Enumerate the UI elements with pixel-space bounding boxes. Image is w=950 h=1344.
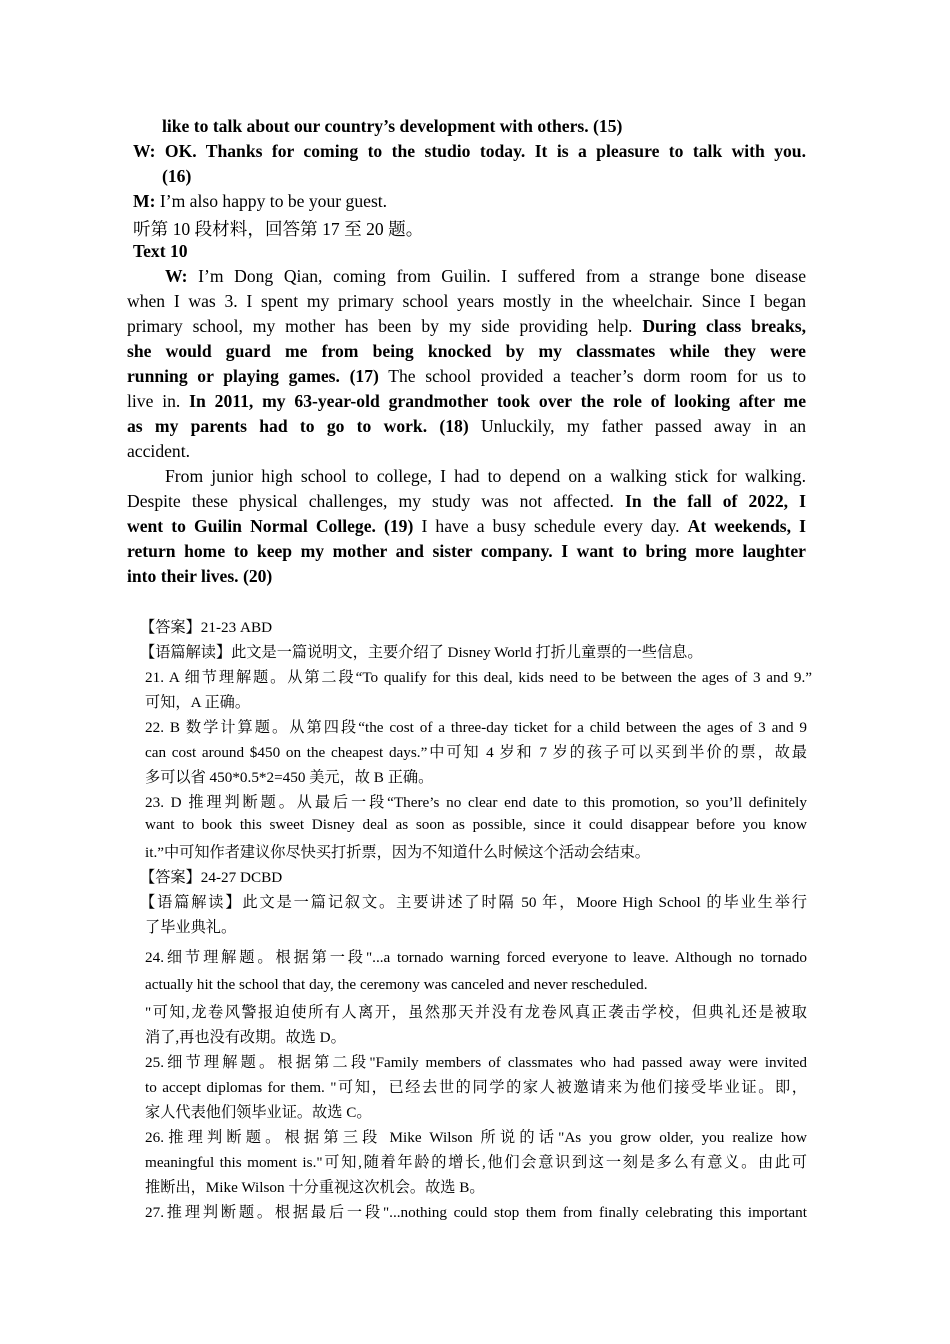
answer-line [145,1101,445,1122]
bold-text: At weekends, I [687,516,806,536]
bold-text: Text 10 [133,241,188,261]
answer-line [140,891,807,912]
answer-text: 【答案】24-27 DCBD [140,869,283,886]
answer-line [140,616,440,637]
script-line [127,416,806,437]
answer-line [145,1201,807,1222]
plain-text: live in. [127,391,190,411]
plain-text: primary school, my mother has been by my side providing help. [127,316,643,336]
answer-line [145,1151,807,1172]
answer-text: "可知,龙卷风警报迫使所有人离开，虽然那天并没有龙卷风真正袭击学校，但典礼还是被取 [145,1004,807,1021]
answer-line [145,791,807,812]
section-heading [133,241,333,262]
answer-text: 【语篇解读】此文是一篇说明文，主要介绍了 Disney World 打折儿童票的一些信息。 [140,644,703,661]
answer-line [145,1126,807,1147]
answer-line [145,1176,545,1197]
answer-line [145,741,807,762]
bold-text: In the fall of 2022, I [625,491,806,511]
plain-text: when I was 3. I spent my primary school years mostly in the wheelchair. Since I began [127,291,806,311]
answer-text: 可知，A 正确。 [145,694,251,711]
answer-text: 了毕业典礼。 [145,919,237,936]
bold-text: she would guard me from being knocked by my classmates while they were [127,341,806,361]
answer-text: 27.推理判断题。根据最后一段"...nothing could stop them from finally celebrating this important [145,1204,807,1221]
script-line [162,116,682,137]
answer-line [145,976,745,994]
script-line [162,166,262,187]
speaker-label: W: [165,266,188,286]
bold-text: (16) [162,166,192,186]
answer-line [145,916,345,937]
plain-text: 听第 10 段材料，回答第 17 至 20 题。 [133,219,424,239]
script-line [165,466,806,487]
answer-text: 21. A 细节理解题。从第二段“To qualify for this deal, kids need to be between the ages of 3 and 9.” [145,669,812,686]
plain-text: I’m Dong Qian, coming from Guilin. I suffered from a strange bone disease [187,266,806,286]
bold-text: like to talk about our country’s development with others. (15) [162,116,623,136]
answer-line [145,1001,807,1022]
script-line [127,541,806,562]
script-line [133,141,806,162]
script-line [133,191,533,212]
bold-text: as my parents had to go to work. (18) [127,416,469,436]
answer-line [145,691,445,712]
answer-text: 消了,再也没有改期。故选 D。 [145,1029,346,1046]
plain-text: Despite these physical challenges, my study was not affected. [127,491,626,511]
answer-text: 多可以省 450*0.5*2=450 美元，故 B 正确。 [145,769,434,786]
script-line [127,491,806,512]
bold-text: During class breaks, [642,316,806,336]
plain-text: From junior high school to college, I had to depend on a walking stick for walking. [165,466,806,486]
plain-text: The school provided a teacher’s dorm room for us to [378,366,807,386]
script-line [127,566,427,587]
answer-text: 26.推理判断题。根据第三段 Mike Wilson 所说的话"As you grow older, you realize how [145,1129,807,1146]
script-line [165,266,806,287]
answer-text: 推断出，Mike Wilson 十分重视这次机会。故选 B。 [145,1179,485,1196]
answer-text: 23. D 推理判断题。从最后一段“There’s no clear end date to this promotion, so you’ll definitely [145,794,807,811]
answer-text: want to book this sweet Disney deal as soon as possible, since it could disappear before you know [145,816,807,833]
script-line [127,291,806,312]
script-line [133,216,533,241]
answer-text: can cost around $450 on the cheapest days.”中可知 4 岁和 7 岁的孩子可以买到半价的票，故最 [145,744,807,761]
answer-text: 22. B 数学计算题。从第四段“the cost of a three-day ticket for a child between the ages of 3 and 9 [145,719,807,736]
answer-line [145,1051,807,1072]
script-line [127,316,806,337]
answer-text: to accept diplomas for them. "可知，已经去世的同学的家人被邀请来为他们接受毕业证。即， [145,1079,807,1096]
script-line [127,441,327,462]
plain-text: Unluckily, my father passed away in an [468,416,806,436]
answer-text: meaningful this moment is."可知,随着年龄的增长,他们会意识到这一刻是多么有意义。由此可 [145,1154,807,1171]
bold-text: W: OK. Thanks for coming to the studio today. It is a pleasure to talk with you. [133,141,806,161]
script-line [127,516,806,537]
bold-text: went to Guilin Normal College. (19) [127,516,414,536]
answer-text: actually hit the school that day, the ceremony was canceled and never rescheduled. [145,976,648,993]
answer-line [140,641,800,662]
bold-text: return home to keep my mother and sister company. I want to bring more laughter [127,541,806,561]
answer-text: 25.细节理解题。根据第二段"Family members of classmates who had passed away were invited [145,1054,807,1071]
answer-line [140,866,440,887]
plain-text: accident. [127,441,191,461]
answer-line [145,666,812,687]
answer-line [145,716,807,737]
answer-line [145,946,807,967]
script-line [127,341,806,362]
answer-text: 24.细节理解题。根据第一段"...a tornado warning forced everyone to leave. Although no tornado [145,949,807,966]
answer-line [145,816,807,834]
answer-line [145,841,705,862]
script-line [127,366,806,387]
answer-text: 【语篇解读】此文是一篇记叙文。主要讲述了时隔 50 年，Moore High School 的毕业生举行 [140,894,807,911]
bold-text: into their lives. (20) [127,566,273,586]
answer-line [145,766,545,787]
bold-text: running or playing games. (17) [127,366,379,386]
answer-text: 家人代表他们领毕业证。故选 C。 [145,1104,372,1121]
answer-text: it.”中可知作者建议你尽快买打折票，因为不知道什么时候这个活动会结束。 [145,844,650,861]
answer-line [145,1076,807,1097]
bold-text: In 2011, my 63-year-old grandmother took over the role of looking after me [189,391,806,411]
answer-text: 【答案】21-23 ABD [140,619,273,636]
script-line [127,391,806,412]
plain-text: I’m also happy to be your guest. [155,191,388,211]
speaker-label: M: [133,191,156,211]
plain-text: I have a busy schedule every day. [413,516,688,536]
answer-line [145,1026,445,1047]
